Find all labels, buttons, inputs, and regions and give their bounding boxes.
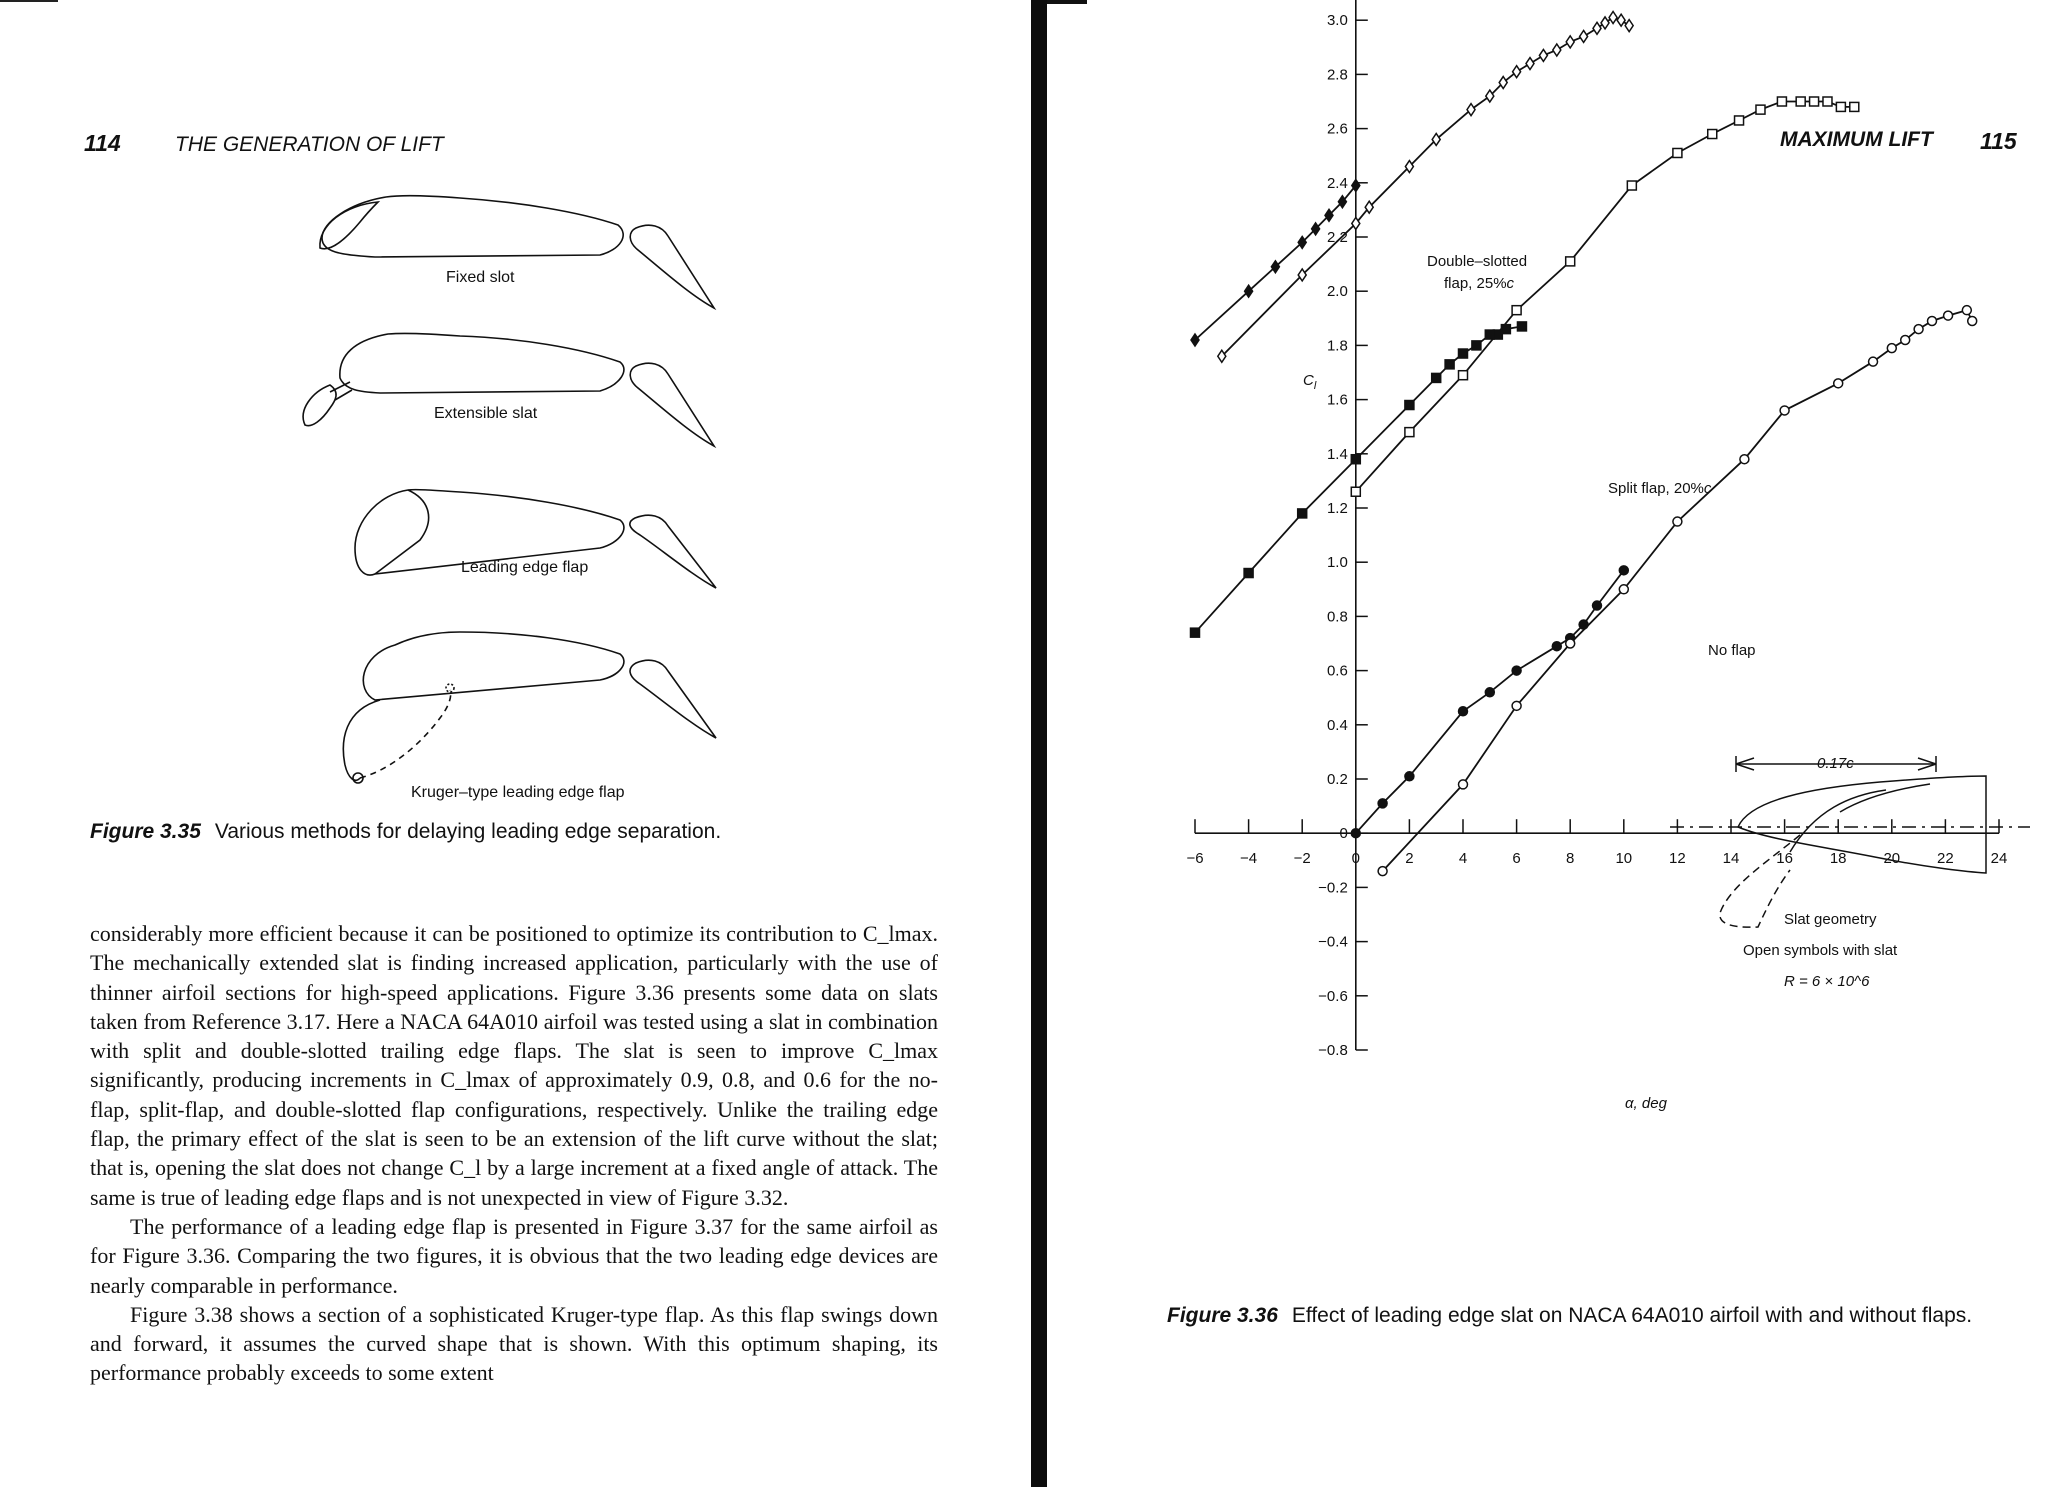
data-point — [1218, 350, 1226, 362]
annotation-reynolds: R = 6 × 10^6 — [1784, 973, 1870, 990]
data-point — [1432, 373, 1441, 382]
series-label-no-flap: No flap — [1708, 642, 1756, 659]
data-point — [1445, 360, 1454, 369]
data-point — [1566, 639, 1575, 648]
figure-3-36-chart — [1030, 0, 2048, 1300]
data-point — [1539, 49, 1547, 61]
fig335-label-leading-edge-flap: Leading edge flap — [461, 559, 589, 576]
data-point — [1312, 223, 1320, 235]
slat-geometry-inset — [1670, 756, 2030, 927]
x-tick-label: 8 — [1566, 850, 1575, 868]
y-tick-label: 2.8 — [1326, 66, 1348, 84]
data-point — [1513, 66, 1521, 78]
y-tick-label: 1.0 — [1326, 554, 1348, 572]
data-point — [1944, 311, 1953, 320]
y-tick-label: −0.4 — [1318, 933, 1348, 951]
data-point — [1351, 455, 1360, 464]
data-point — [1850, 102, 1859, 111]
data-point — [1566, 257, 1575, 266]
data-point — [1593, 22, 1601, 34]
x-tick-label: −6 — [1186, 850, 1204, 868]
x-tick-label: 2 — [1405, 850, 1414, 868]
paragraph: considerably more efficient because it can be positioned to optimize its contribution to C_lmax. The mechanically extended slat is finding increased application, particularly with the use of thinner airfoil sections for high-speed applications. Figure 3.36 presents some data on slats taken from Reference 3.17. Here a NACA 64A010 airfoil was tested using a slat in combination with split and double-slotted trailing edge flaps. The slat is seen to improve C_lmax significantly, producing increments in C_lmax of approximately 0.9, 0.8, and 0.6 for the no-flap, split-flap, and double-slotted flap configurations, respectively. Unlike the trailing edge flap, the primary effect of the slat is seen to be an extension of the lift curve without the slat; that is, opening the slat does not change C_l by a large increment at a fixed angle of attack. The same is true of leading edge flaps and is not unexpected in view of Figure 3.32. — [90, 921, 938, 1210]
data-point — [1962, 306, 1971, 315]
data-point — [1552, 642, 1561, 651]
data-point — [1486, 90, 1494, 102]
data-point — [1432, 133, 1440, 145]
y-tick-label: 0.4 — [1326, 716, 1348, 734]
data-point — [1378, 799, 1387, 808]
data-point — [1780, 406, 1789, 415]
data-point — [1593, 601, 1602, 610]
y-tick-label: 0.2 — [1326, 771, 1348, 788]
data-point — [1351, 487, 1360, 496]
x-axis-label: α, deg — [1625, 1095, 1667, 1112]
data-point — [1378, 867, 1387, 876]
y-tick-label: −0.6 — [1318, 987, 1348, 1005]
figure-3-36-caption — [1167, 1302, 2047, 1329]
series-label-split-flap: Split flap, 20%c — [1608, 480, 1712, 497]
y-tick-label: 0 — [1339, 825, 1348, 843]
y-tick-label: 2.2 — [1326, 229, 1348, 246]
data-point — [1459, 707, 1468, 716]
annotation-open-symbols: Open symbols with slat — [1743, 942, 1898, 959]
data-point — [1673, 517, 1682, 526]
data-point — [1298, 269, 1306, 281]
x-tick-label: 14 — [1722, 850, 1740, 868]
data-point — [1245, 285, 1253, 297]
data-point — [1968, 317, 1977, 326]
data-point — [1609, 11, 1617, 23]
x-tick-label: −2 — [1293, 850, 1311, 868]
y-tick-label: 3.0 — [1326, 12, 1348, 30]
data-point — [1869, 357, 1878, 366]
data-point — [1619, 566, 1628, 575]
data-point — [1708, 130, 1717, 139]
x-tick-label: 12 — [1669, 850, 1686, 868]
page-number: 115 — [1980, 128, 2017, 154]
data-point — [1512, 666, 1521, 675]
data-point — [1271, 261, 1279, 273]
data-point — [1823, 97, 1832, 106]
data-point — [1796, 97, 1805, 106]
data-point — [1619, 585, 1628, 594]
x-tick-label: 16 — [1776, 850, 1793, 868]
y-tick-label: 0.8 — [1326, 608, 1348, 626]
x-tick-label: −4 — [1240, 850, 1258, 868]
series-label-double-slotted-line1: Double–slotted — [1427, 253, 1528, 270]
data-point — [1517, 322, 1526, 331]
x-tick-label: 24 — [1990, 850, 2008, 868]
data-point — [1459, 780, 1468, 789]
data-point — [1405, 161, 1413, 173]
data-point — [1405, 772, 1414, 781]
y-tick-label: 2.4 — [1326, 174, 1348, 192]
data-point — [1887, 344, 1896, 353]
figure-3-35-caption — [90, 818, 721, 845]
x-tick-label: 6 — [1512, 850, 1521, 868]
data-point — [1499, 77, 1507, 89]
x-tick-label: 18 — [1829, 850, 1847, 868]
data-point — [1526, 58, 1534, 70]
data-point — [1740, 455, 1749, 464]
data-point — [1777, 97, 1786, 106]
data-point — [1735, 116, 1744, 125]
series-line — [1356, 570, 1624, 833]
data-point — [1298, 236, 1306, 248]
y-axis-label: $C_l$ — [1303, 372, 1317, 392]
data-point — [1467, 104, 1475, 116]
y-tick-label: −0.8 — [1318, 1042, 1348, 1059]
data-point — [1459, 371, 1468, 380]
data-point — [1501, 325, 1510, 334]
series-line — [1195, 326, 1522, 632]
data-point — [1191, 628, 1200, 637]
data-point — [1627, 181, 1636, 190]
data-point — [1810, 97, 1819, 106]
x-tick-label: 10 — [1615, 850, 1633, 868]
data-point — [1625, 20, 1633, 32]
y-tick-label: 0.6 — [1326, 662, 1348, 680]
series-line — [1356, 102, 1855, 492]
data-point — [1834, 379, 1843, 388]
fig335-label-fixed-slot: Fixed slot — [446, 269, 515, 286]
x-tick-label: 22 — [1937, 850, 1954, 868]
caption-text: Effect of leading edge slat on NACA 64A010 airfoil with and without flaps. — [1291, 1304, 1973, 1327]
data-point — [1485, 688, 1494, 697]
x-tick-label: 20 — [1883, 850, 1901, 868]
data-point — [1459, 349, 1468, 358]
y-tick-label: 2.6 — [1326, 120, 1348, 138]
data-point — [1901, 335, 1910, 344]
y-tick-label: 1.8 — [1326, 337, 1348, 355]
series-label-double-slotted-line2: flap, 25%c — [1444, 275, 1515, 292]
data-point — [1405, 401, 1414, 410]
data-point — [1472, 341, 1481, 350]
series-line — [1383, 310, 1973, 871]
data-point — [1566, 36, 1574, 48]
caption-number: Figure 3.35 — [90, 820, 201, 843]
paragraph: Figure 3.38 shows a section of a sophisticated Kruger-type flap. As this flap swings down and forward, it assumes the curved shape that is shown. With this optimum shaping, its performance probably exceeds to some extent — [90, 1301, 938, 1386]
data-point — [1673, 148, 1682, 157]
y-tick-label: −0.2 — [1318, 879, 1348, 897]
x-tick-label: 0 — [1351, 850, 1360, 868]
page-number: 114 — [84, 130, 121, 156]
data-point — [1580, 30, 1588, 42]
paragraph: The performance of a leading edge flap is presented in Figure 3.37 for the same airfoil as for Figure 3.36. Comparing the two figures, it is obvious that the two leading edge devices are nearly comparable in performance. — [90, 1213, 938, 1298]
body-text — [90, 919, 938, 1388]
data-point — [1756, 105, 1765, 114]
data-point — [1405, 428, 1414, 437]
data-point — [1928, 317, 1937, 326]
fig335-label-extensible-slat: Extensible slat — [434, 405, 538, 422]
data-point — [1579, 620, 1588, 629]
series-line — [1222, 18, 1629, 357]
data-point — [1298, 509, 1307, 518]
data-point — [1351, 829, 1360, 838]
data-point — [1914, 325, 1923, 334]
data-point — [1553, 44, 1561, 56]
data-point — [1191, 334, 1199, 346]
data-point — [1244, 569, 1253, 578]
data-point — [1617, 14, 1625, 26]
data-point — [1512, 701, 1521, 710]
right-page — [1030, 0, 2048, 1487]
y-tick-label: 2.0 — [1326, 283, 1348, 301]
figure-3-35-airfoils — [0, 0, 1030, 820]
y-tick-label: 1.6 — [1326, 391, 1348, 409]
running-head: THE GENERATION OF LIFT — [175, 133, 444, 156]
y-tick-label: 1.4 — [1326, 445, 1348, 463]
data-point — [1601, 17, 1609, 29]
data-point — [1512, 306, 1521, 315]
running-head: MAXIMUM LIFT — [1780, 128, 1933, 151]
x-tick-label: 4 — [1458, 850, 1468, 868]
caption-number: Figure 3.36 — [1167, 1304, 1278, 1327]
annotation-slat-geometry: Slat geometry — [1784, 911, 1877, 928]
y-tick-label: 1.2 — [1326, 500, 1348, 517]
caption-text: Various methods for delaying leading edge separation. — [214, 820, 722, 843]
data-point — [1836, 102, 1845, 111]
fig335-label-kruger-flap: Kruger–type leading edge flap — [411, 784, 625, 801]
data-point — [1325, 209, 1333, 221]
annotation-chord: 0.17c — [1817, 755, 1854, 772]
